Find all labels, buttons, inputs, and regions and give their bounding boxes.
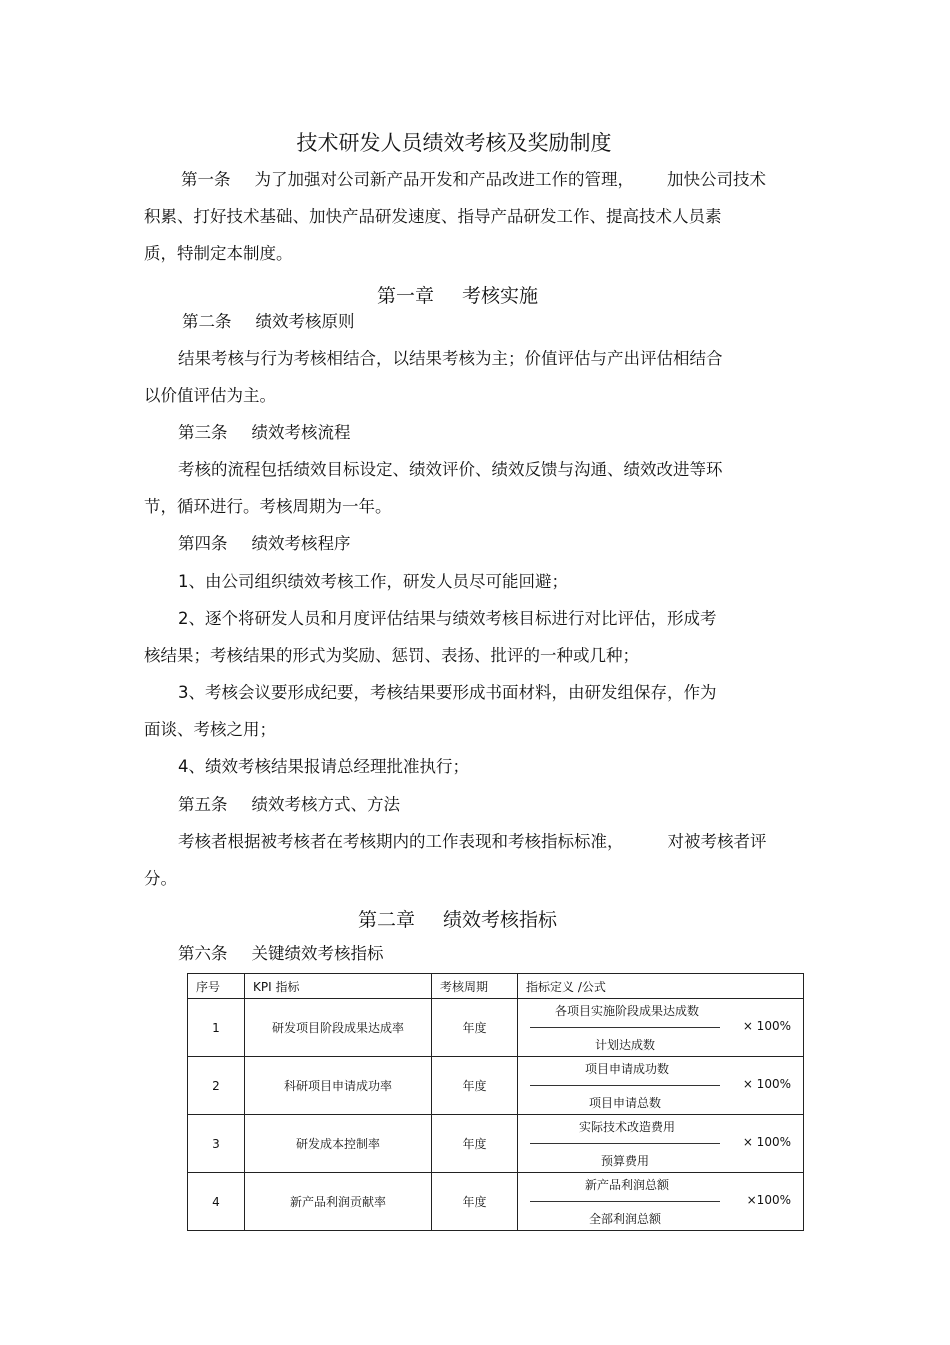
article2-heading bbox=[182, 303, 355, 340]
table-row bbox=[188, 1057, 804, 1115]
chapter1-heading bbox=[0, 281, 915, 308]
row-no: 4 bbox=[188, 1173, 245, 1231]
article4-heading bbox=[178, 525, 351, 562]
article6-title: 关键绩效考核指标 bbox=[251, 944, 384, 963]
row-formula bbox=[518, 1057, 804, 1115]
formula-denominator: 项目申请总数 bbox=[588, 1096, 661, 1110]
chapter1-title: 考核实施 bbox=[462, 285, 539, 307]
article1-line2: 积累、打好技术基础、加快产品研发速度、指导产品研发工作、提高技术人员素 bbox=[144, 207, 722, 226]
fraction-line bbox=[530, 1143, 720, 1144]
article4-title: 绩效考核程序 bbox=[251, 534, 351, 553]
article4-label: 第四条 bbox=[178, 534, 228, 553]
article2-label: 第二条 bbox=[182, 312, 232, 331]
article3-line1: 考核的流程包括绩效目标设定、绩效评价、绩效反馈与沟通、绩效改进等环 bbox=[178, 460, 723, 479]
row-period: 年度 bbox=[432, 1057, 518, 1115]
fraction-line bbox=[530, 1027, 720, 1028]
article1-line3: 质，特制定本制度。 bbox=[144, 244, 293, 263]
fraction-line bbox=[530, 1085, 720, 1086]
row-period: 年度 bbox=[432, 999, 518, 1057]
row-no: 1 bbox=[188, 999, 245, 1057]
formula-numerator: 实际技术改造费用 bbox=[578, 1120, 675, 1134]
row-formula bbox=[518, 1173, 804, 1231]
article5-title: 绩效考核方式、方法 bbox=[251, 795, 400, 814]
formula-factor: × 100% bbox=[742, 1135, 791, 1149]
chapter2-title: 绩效考核指标 bbox=[443, 909, 558, 931]
formula-factor: × 100% bbox=[742, 1019, 791, 1033]
chapter1-label: 第一章 bbox=[376, 285, 434, 307]
article4-item3-line1: 3、考核会议要形成纪要，考核结果要形成书面材料，由研发组保存，作为 bbox=[178, 683, 717, 702]
article5-label: 第五条 bbox=[178, 795, 228, 814]
row-no: 2 bbox=[188, 1057, 245, 1115]
formula-factor: ×100% bbox=[746, 1193, 791, 1207]
article5-line2: 分。 bbox=[144, 869, 177, 888]
article1-text-b: 加快公司技术 bbox=[667, 170, 766, 189]
article2-line1: 结果考核与行为考核相结合，以结果考核为主；价值评估与产出评估相结合 bbox=[178, 349, 723, 368]
row-kpi: 研发项目阶段成果达成率 bbox=[245, 999, 432, 1057]
chapter2-heading bbox=[0, 905, 915, 932]
article1-line1 bbox=[181, 161, 766, 198]
formula-numerator: 各项目实施阶段成果达成数 bbox=[554, 1004, 699, 1018]
article4-item1: 1、由公司组织绩效考核工作，研发人员尽可能回避； bbox=[178, 572, 568, 591]
table-row bbox=[188, 1173, 804, 1231]
row-kpi: 研发成本控制率 bbox=[245, 1115, 432, 1173]
header-period: 考核周期 bbox=[432, 974, 518, 999]
article2-title: 绩效考核原则 bbox=[255, 312, 355, 331]
header-no: 序号 bbox=[188, 974, 245, 999]
article4-item2-line1: 2、逐个将研发人员和月度评估结果与绩效考核目标进行对比评估，形成考 bbox=[178, 609, 717, 628]
formula-numerator: 项目申请成功数 bbox=[584, 1062, 669, 1076]
article5-line1 bbox=[178, 823, 767, 860]
article2-line2: 以价值评估为主。 bbox=[144, 386, 276, 405]
article5-text-b: 对被考核者评 bbox=[667, 832, 767, 851]
table-row bbox=[188, 1115, 804, 1173]
article3-heading bbox=[178, 414, 351, 451]
document-title: 技术研发人员绩效考核及奖励制度 bbox=[296, 131, 612, 155]
article3-label: 第三条 bbox=[178, 423, 228, 442]
article5-heading bbox=[178, 786, 400, 823]
row-no: 3 bbox=[188, 1115, 245, 1173]
row-kpi: 科研项目申请成功率 bbox=[245, 1057, 432, 1115]
article1-label: 第一条 bbox=[181, 170, 231, 189]
formula-denominator: 全部利润总额 bbox=[588, 1212, 661, 1226]
article6-label: 第六条 bbox=[178, 944, 228, 963]
row-kpi: 新产品利润贡献率 bbox=[245, 1173, 432, 1231]
formula-denominator: 计划达成数 bbox=[594, 1038, 655, 1052]
formula-factor: × 100% bbox=[742, 1077, 791, 1091]
header-formula: 指标定义 /公式 bbox=[518, 974, 804, 999]
article6-heading bbox=[178, 935, 384, 972]
fraction-line bbox=[530, 1201, 720, 1202]
table-row bbox=[188, 999, 804, 1057]
row-formula bbox=[518, 1115, 804, 1173]
row-period: 年度 bbox=[432, 1173, 518, 1231]
article1-text-a: 为了加强对公司新产品开发和产品改进工作的管理， bbox=[254, 170, 634, 189]
kpi-table bbox=[187, 973, 804, 1231]
article5-text-a: 考核者根据被考核者在考核期内的工作表现和考核指标标准， bbox=[178, 832, 624, 851]
kpi-table-header-row bbox=[188, 974, 804, 999]
article4-item2-line2: 核结果；考核结果的形式为奖励、惩罚、表扬、批评的一种或几种； bbox=[144, 646, 639, 665]
article4-item4: 4、绩效考核结果报请总经理批准执行； bbox=[178, 757, 469, 776]
row-formula bbox=[518, 999, 804, 1057]
formula-numerator: 新产品利润总额 bbox=[584, 1178, 669, 1192]
chapter2-label: 第二章 bbox=[357, 909, 415, 931]
formula-denominator: 预算费用 bbox=[600, 1154, 649, 1168]
article3-title: 绩效考核流程 bbox=[251, 423, 351, 442]
header-kpi: KPI 指标 bbox=[245, 974, 432, 999]
article4-item3-line2: 面谈、考核之用； bbox=[144, 720, 276, 739]
article3-line2: 节，循环进行。考核周期为一年。 bbox=[144, 497, 392, 516]
row-period: 年度 bbox=[432, 1115, 518, 1173]
